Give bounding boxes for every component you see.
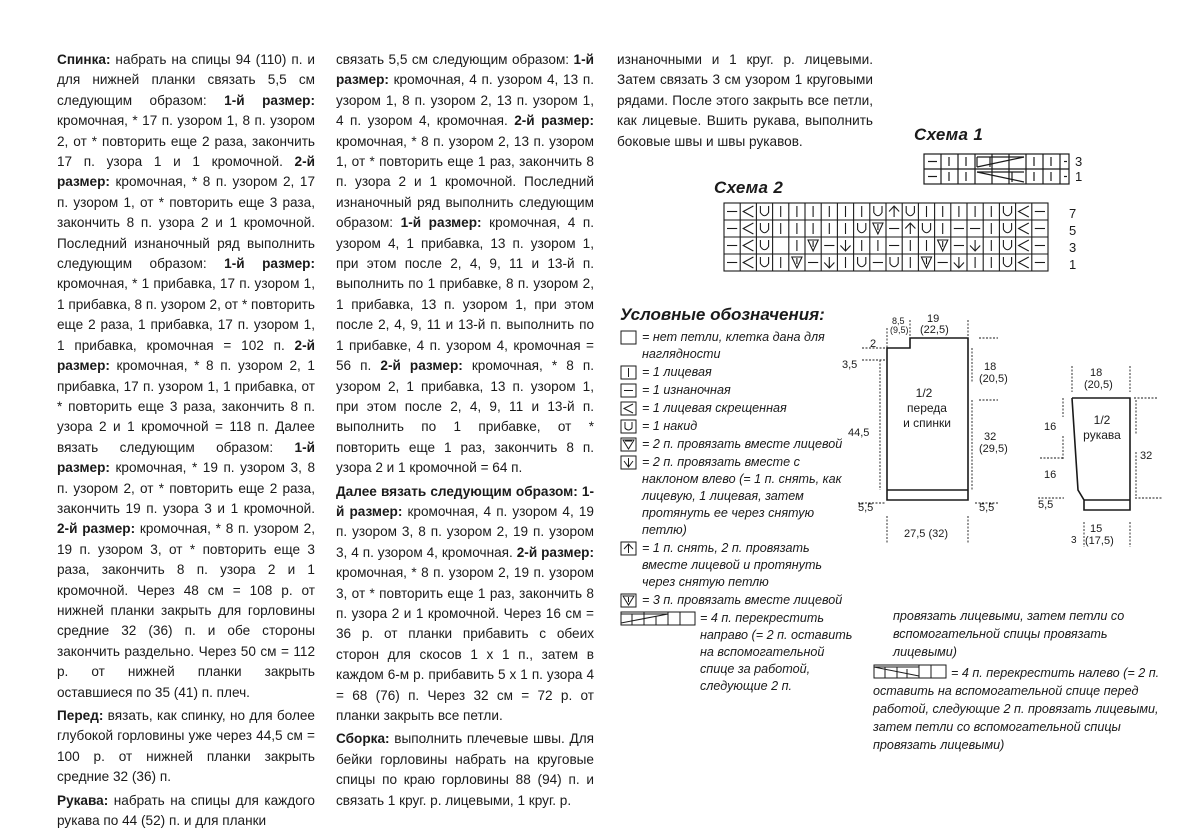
- dim-sleeve-top-2: (20,5): [1084, 379, 1113, 391]
- dim-neck-width: 8,5: [892, 316, 905, 326]
- dim-sleeve-bottom-2: (17,5): [1085, 535, 1114, 547]
- dim-neck-back: 2: [870, 338, 877, 350]
- dim-band-right: 5,5: [979, 502, 995, 514]
- scheme1-title: Схема 1: [914, 125, 984, 144]
- k2tog-icon: [620, 437, 638, 453]
- pattern1-label-3: и спинки: [903, 416, 951, 430]
- legend-item-no-stitch: = нет петли, клетка дана для наглядности: [620, 329, 856, 363]
- legend-title: Условные обозначения:: [620, 305, 825, 324]
- ssk-icon: [620, 455, 638, 471]
- purl-stitch-icon: [620, 383, 638, 399]
- legend-item-k3tog: = 3 п. провязать вместе лицевой: [620, 592, 856, 609]
- pattern2-label-2: рукава: [1083, 428, 1121, 442]
- scheme2-row-5: 5: [1069, 223, 1077, 238]
- dim-neck-width-2: (9,5): [890, 325, 909, 335]
- sleeves-pattern-paragraph: Далее вязать следующим образом: 1-й размер: кромочная, 4 п. узором 4, 19 п. узором 3, 8 п. узором 2, 19 п. узором 3, 4 п. узором 4, кромочная. 2-й размер: кромочная, * 8 п. узором 2, 19 п. узором 3, от * повторить еще 1 раз, закончить 8 п. узора 2 и 1 кромочной. Через 16 см = 36 р. от планки прибавить с обеих сторон для скосов 1 х 1 п., затем в каждом 6-м р. прибавить 5 х 1 п. узора 4 = 68 (76) п. Через 32 см = 72 р. от планки закрыть все петли.: [336, 483, 594, 723]
- dim-side: 32: [984, 431, 997, 443]
- front-paragraph: Перед: вязать, как спинку, но для более глубокой горловины уже через 44,5 см = 100 р. от нижней планки закрыть средние 32 (36) п.: [57, 708, 315, 785]
- text-column-1: [57, 50, 315, 834]
- dim-armhole-2: (20,5): [979, 373, 1008, 385]
- scheme1-chart: [920, 150, 1090, 190]
- assembly-paragraph: Сборка: выполнить плечевые швы. Для бейки горловины набрать на круговые спицы по краю горловины 88 (94) п. и связать 1 круг. р. лицевыми, 1 круг. р.: [336, 731, 594, 808]
- legend-item-twisted: = 1 лицевая скрещенная: [620, 400, 856, 417]
- scheme2-row-3: 3: [1069, 240, 1077, 255]
- dim-shoulder-2: (22,5): [920, 324, 949, 336]
- legend-continuation: провязать лицевыми, затем петли со вспомогательной спицы провязать лицевыми): [893, 609, 1125, 659]
- sleeves-continued-paragraph: связать 5,5 см следующим образом: 1-й размер: кромочная, 4 п. узором 4, 13 п. узором 1, 8 п. узором 2, 13 п. узором 1, 4 п. узором 4, кромочная. 2-й размер: кромочная, * 8 п. узором 2, 13 п. узором 1, от * повторить еще 1 раз, закончить 8 п. узора 2 и 1 кромочной. Последний изнаночный ряд выполнить следующим образом: 1-й размер: кромочная, 4 п. узором 4, 1 прибавка, 13 п. узором 1, при этом после 2, 4, 9, 11 и 13-й п. выполнить по 1 прибавке, 8 п. узором 2, 1 прибавка, 13 п. узором 1, при этом после 2, 4, 9, 11 и 13-й п. выполнить по 1 прибавке, 4 п. узором 4, кромочная = 56 п. 2-й размер: кромочная, * 8 п. узором 2, 1 прибавка, 13 п. узором 1, при этом после 2, 4, 9, 11 и 13-й п. выполнить по 1 прибавке, от * повторить еще 1 раз, закончить 8 п. узора 2 и 1 кромочной = 64 п.: [336, 52, 594, 476]
- legend-item-purl: = 1 изнаночная: [620, 382, 856, 399]
- dim-armhole: 18: [984, 361, 997, 373]
- dim-sleeve-band: 5,5: [1038, 499, 1054, 511]
- dim-sleeve-small: 3: [1071, 535, 1077, 546]
- legend-item-k2tog: = 2 п. провязать вместе лицевой: [620, 436, 856, 453]
- k3tog-icon: [620, 593, 638, 609]
- legend-item-yarn-over: = 1 накид: [620, 418, 856, 435]
- assembly-continued-paragraph: изнаночными и 1 круг. р. лицевыми. Затем связать 3 см узором 1 круговыми рядами. После этого закрыть все петли, как лицевые. Вшить рукава, выполнить боковые швы и швы рукавов.: [617, 52, 873, 149]
- back-paragraph: Спинка: набрать на спицы 94 (110) п. и для нижней планки связать 5,5 см следующим образом: 1-й размер: кромочная, * 17 п. узором 1, 8 п. узором 2, от * повторить еще 2 раза, закончить 17 п. узора 1 и 1 кромочной. 2-й размер: кромочная, * 8 п. узором 2, 17 п. узором 1, от * повторить еще 3 раза, закончить 8 п. узора 2 и 1 кромочной. Последний изнаночный ряд выполнить следующим образом: 1-й размер: кромочная, * 1 прибавка, 17 п. узором 1, 1 прибавка, 8 п. узором 2, от * повторить еще 2 раза, 1 прибавка, 17 п. узором 1, 1 прибавка, кромочная = 102 п. 2-й размер: кромочная, * 8 п. узором 2, 1 прибавка, 17 п. узором 1, 1 прибавка, от * повторить еще 3 раза, закончить 8 п. узора 2 и 1 кромочной = 118 п. Далее вязать следующим образом: 1-й размер: кромочная, * 19 п. узором 3, 8 п. узором 2, от * повторить еще 2 раза, закончить 19 п. узора 3 и 1 кромочной. 2-й размер: кромочная, * 8 п. узором 2, 19 п. узором 3, от * повторить еще 3 раза, закончить 8 п. узора 2 и 1 кромочной. Через 48 см = 108 р. от нижней планки закрыть для горловины средние 32 (36) п. и обе стороны закончить раздельно. Через 50 см = 112 р. от нижней планки закрыть оставшиеся по 35 (41) п. плеч.: [57, 52, 315, 700]
- legend-item-sk2p: = 1 п. снять, 2 п. провязать вместе лицевой и протянуть через снятую петлю: [620, 540, 856, 591]
- legend-item-cross-right: = 4 п. перекрестить направо (= 2 п. оставить на вспомогательной спице за работой, следующие 2 п.: [620, 610, 856, 695]
- twisted-knit-icon: [620, 401, 638, 417]
- dim-sleeve-upper: 16: [1044, 421, 1057, 433]
- dim-sleeve-length: 32: [1140, 450, 1153, 462]
- scheme2-row-7: 7: [1069, 206, 1077, 221]
- pattern1-label-2: переда: [907, 401, 947, 415]
- legend-item-ssk: = 2 п. провязать вместе с наклоном влево (= 1 п. снять, как лицевую, 1 лицевая, затем протянуть ее через снятую петлю): [620, 454, 856, 539]
- dim-width: 27,5 (32): [904, 528, 949, 540]
- dim-sleeve-lower: 16: [1044, 469, 1057, 481]
- legend-item-knit: = 1 лицевая: [620, 364, 856, 381]
- pattern2-label-1: 1/2: [1093, 413, 1111, 427]
- pattern-sleeve: [1028, 362, 1168, 557]
- scheme1-row-1: 1: [1075, 169, 1083, 184]
- scheme1-row-3: 3: [1075, 154, 1083, 169]
- scheme2-row-1: 1: [1069, 257, 1077, 272]
- yarn-over-icon: [620, 419, 638, 435]
- dim-length: 44,5: [848, 427, 870, 439]
- sk2p-icon: [620, 541, 638, 557]
- dim-shoulder: 19: [927, 313, 940, 325]
- text-column-2: [336, 50, 594, 814]
- pattern1-label-1: 1/2: [915, 386, 933, 400]
- scheme2-chart: [720, 199, 1090, 277]
- sleeves-paragraph: Рукава: набрать на спицы для каждого рукава по 44 (52) п. и для планки: [57, 792, 315, 829]
- legend: [620, 305, 856, 696]
- dim-side-2: (29,5): [979, 443, 1008, 455]
- knit-stitch-icon: [620, 365, 638, 381]
- dim-band-left: 5,5: [858, 502, 874, 514]
- text-column-3: [617, 50, 873, 155]
- cable-right-icon: [620, 611, 696, 627]
- dim-sleeve-top: 18: [1090, 367, 1103, 379]
- empty-cell-icon: [620, 330, 638, 346]
- dim-neck-front: 3,5: [842, 359, 858, 371]
- pattern-front-back: [840, 308, 1015, 553]
- legend-item-cross-left: = 4 п. перекрестить налево (= 2 п. оставить на вспомогательной спице перед работой, следующие 2 п. провязать лицевыми, затем петли со вспомогательной спицы провязать лицевыми): [873, 666, 1160, 752]
- cable-left-icon: [873, 664, 947, 680]
- scheme2-title: Схема 2: [714, 178, 784, 197]
- dim-sleeve-bottom: 15: [1090, 523, 1103, 535]
